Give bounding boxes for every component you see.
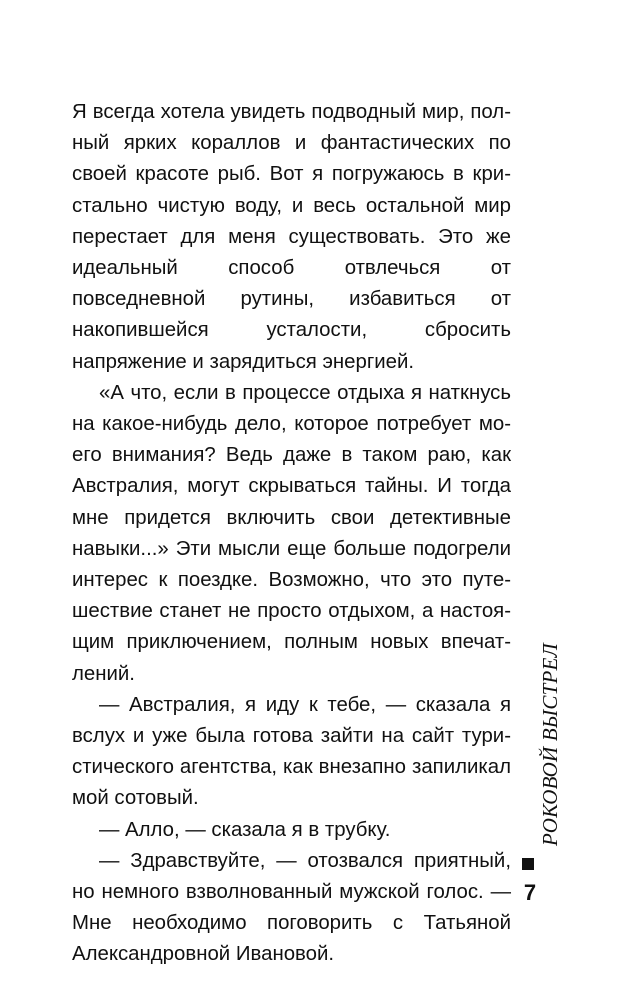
paragraph-5: — Здравствуйте, — отозвался приятный, но немного взволнованный мужской голос. — Мне необходимо поговорить с Татьяной Александровной Ивановой.	[72, 849, 511, 966]
paragraph-3: — Австралия, я иду к тебе, — сказала я вслух и уже была готова зайти на сайт туристического агентства, как внезапно запиликал мой сотовый.	[72, 693, 511, 810]
paragraph-2: «А что, если в процессе отдыха я наткнусь на какое-нибудь дело, которое потребует моего внимания? Ведь даже в таком раю, как Австралия, могут скрываться тайны. И тогда мне придется включить свои детективные навыки...» Эти мысли еще больше подогрели интерес к поездке. Возможно, что это путешествие станет не просто отдыхом, а настоящим приключением, полным новых впечатлений.	[72, 381, 511, 685]
page-body-text	[72, 97, 511, 971]
running-title: РОКОВОЙ ВЫСТРЕЛ	[538, 643, 562, 846]
paragraph-4: — Алло, — сказала я в трубку.	[99, 818, 391, 841]
paragraph-1: Я всегда хотела увидеть подводный мир, полный ярких кораллов и фантастических по своей красоте рыб. Вот я погружаюсь в кристально чистую воду, и весь остальной мир перестает для меня существовать. Это же идеальный способ отвлечься от повседневной рутины, избавиться от накопившейся усталости, сбросить напряжение и зарядиться энергией.	[72, 101, 511, 373]
page-number: 7	[523, 880, 537, 905]
square-marker-icon	[522, 858, 534, 870]
